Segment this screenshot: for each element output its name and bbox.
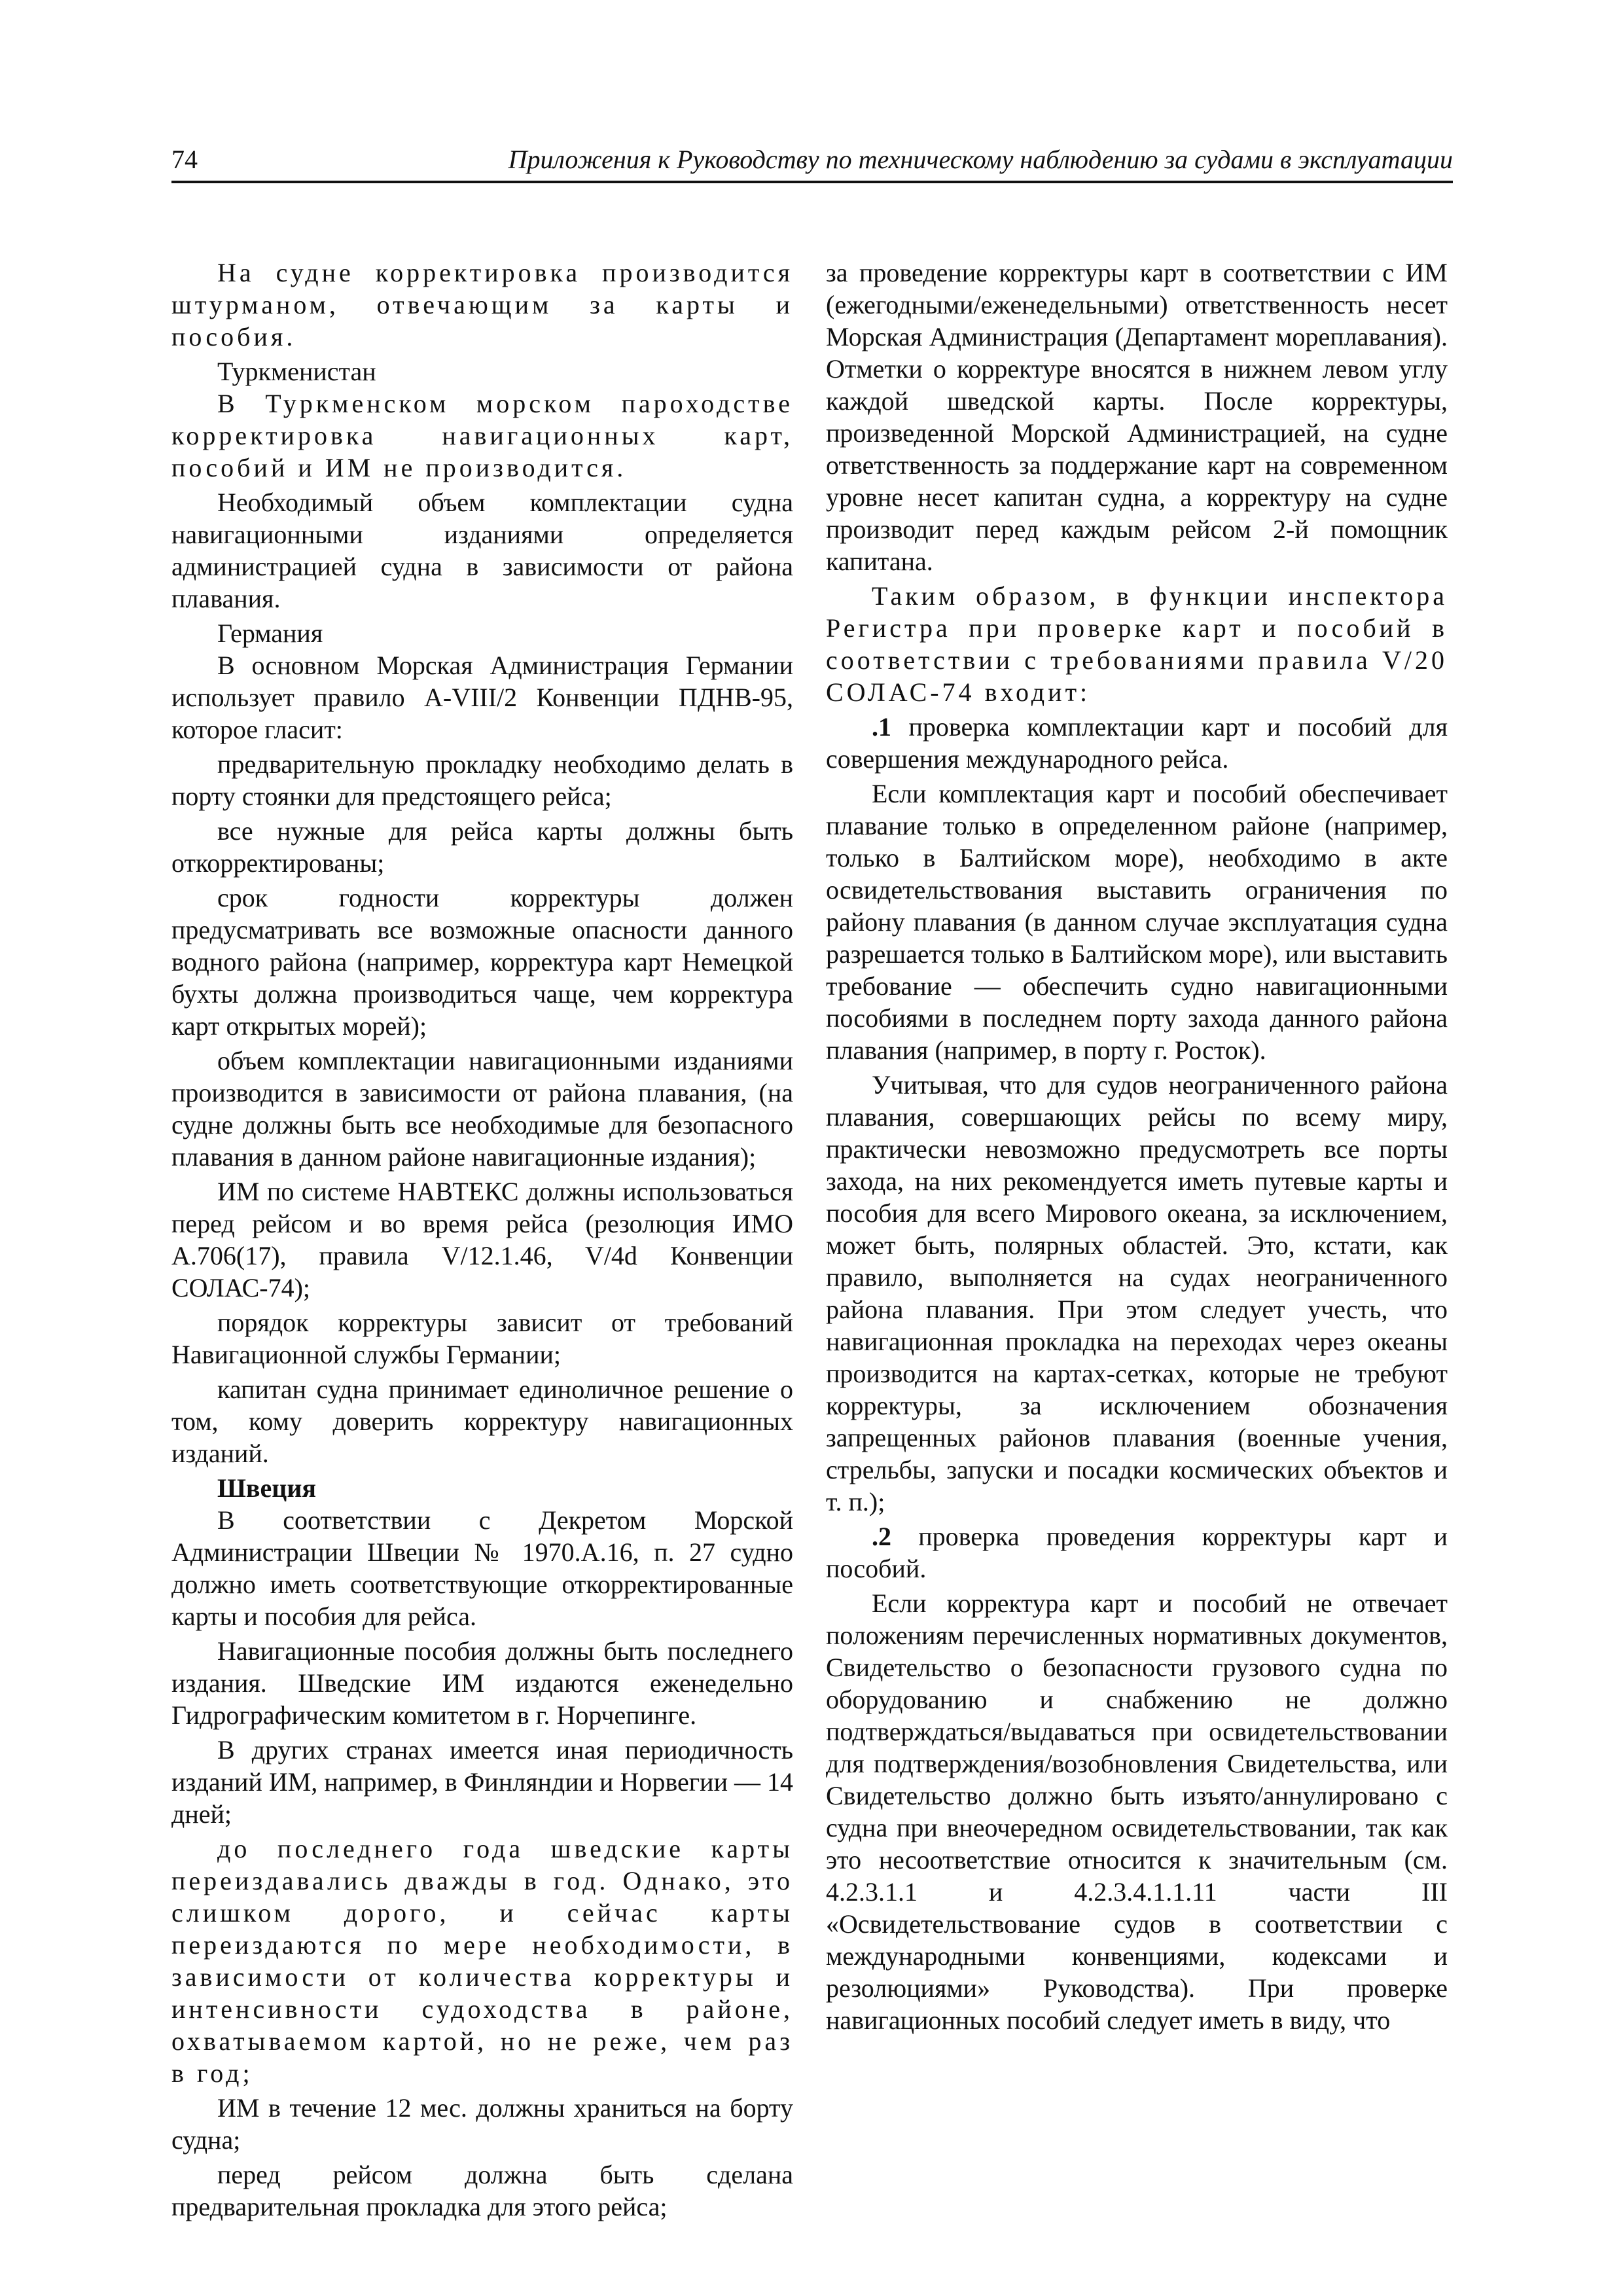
- list-item: до последнего года шведские карты переиздавались дважды в год. Однако, это слишком дорого, и сейчас карты переиздаются по мере необходимости, в зависимости от количества корректуры и интенсивности судоходства в районе, охватываемом картой, но не реже, чем раз в год;: [171, 1834, 793, 2088]
- list-item: срок годности корректуры должен предусматривать все возможные опасности данного водного района (например, корректура карт Немецкой бухты должна производиться чаще, чем корректура карт открытых морей);: [171, 883, 793, 1041]
- list-item: ИМ в течение 12 мес. должны храниться на борту судна;: [171, 2093, 793, 2155]
- item-text: проверка комплектации карт и пособий для совершения международного рейса.: [826, 712, 1448, 774]
- paragraph: В основном Морская Администрация Германии использует правило А-VIII/2 Конвенции ПДНВ-95, которое гласит:: [171, 651, 793, 744]
- left-column: [171, 257, 793, 2225]
- numbered-item-1: [826, 711, 1448, 775]
- running-title: Приложения к Руководству по техническому наблюдению за судами в эксплуатации: [508, 145, 1453, 174]
- list-item: капитан судна принимает единоличное решение о том, кому доверить корректуру навигационных изданий.: [171, 1374, 793, 1468]
- paragraph: Необходимый объем комплектации судна навигационными изданиями определяется администрацией судна в зависимости от района плавания.: [171, 488, 793, 613]
- paragraph: Если корректура карт и пособий не отвечает положениям перечисленных нормативных документов, Свидетельство о безопасности грузового судна по оборудованию и снабжению не должно подтверждаться/выдаваться при освидетельствовании для подтверждения/возобновления Свидетельства, или Свидетельство должно быть изъято/аннулировано с судна при внеочередном освидетельствовании, так как это несоответствие относится к значительным (см. 4.2.3.1.1 и 4.2.3.4.1.1.11 части III «Освидетельствование судов в соответствии с международными конвенциями, кодексами и резолюциями» Руководства). При проверке навигационных пособий следует иметь в виду, что: [826, 1588, 1448, 2035]
- list-item: все нужные для рейса карты должны быть откорректированы;: [171, 816, 793, 878]
- list-item: В других странах имеется иная периодичность изданий ИМ, например, в Финляндии и Норвегии — 14 дней;: [171, 1735, 793, 1829]
- list-item: объем комплектации навигационными изданиями производится в зависимости от района плавания, (на судне должны быть все необходимые для безопасного плавания в данном районе навигационные издания);: [171, 1046, 793, 1172]
- right-column: [826, 257, 1448, 2039]
- paragraph: В соответствии с Декретом Морской Администрации Швеции № 1970.A.16, п. 27 судно должно иметь соответствующие откорректированные карты и пособия для рейса.: [171, 1505, 793, 1631]
- section-heading-germany: Германия: [217, 619, 323, 648]
- section-heading-sweden: Швеция: [217, 1473, 317, 1503]
- page-header: [171, 140, 1453, 183]
- list-item: порядок корректуры зависит от требований Навигационной службы Германии;: [171, 1308, 793, 1369]
- item-number: .1: [872, 712, 891, 742]
- paragraph: Навигационные пособия должны быть последнего издания. Шведские ИМ издаются еженедельно Гидрографическим комитетом в г. Норчепинге.: [171, 1636, 793, 1730]
- section-heading-turkmenistan: Туркменистан: [217, 357, 376, 386]
- paragraph: В Туркменском морском пароходстве корректировка навигационных карт, пособий и ИМ не производится.: [171, 389, 793, 482]
- item-number: .2: [872, 1522, 891, 1551]
- item-text: проверка проведения корректуры карт и пособий.: [826, 1522, 1448, 1583]
- list-item: перед рейсом должна быть сделана предварительная прокладка для этого рейса;: [171, 2160, 793, 2221]
- page-number: 74: [171, 145, 198, 174]
- numbered-item-2: [826, 1520, 1448, 1585]
- paragraph: На судне корректировка производится штурманом, отвечающим за карты и пособия.: [171, 258, 793, 351]
- paragraph: Учитывая, что для судов неограниченного района плавания, совершающих рейсы по всему миру, практически невозможно предусмотреть все порты захода, на них рекомендуется иметь путевые карты и пособия для всего Мирового океана, за исключением, может быть, полярных областей. Это, кстати, как правило, выполняется на судах неограниченного района плавания. При этом следует учесть, что навигационная прокладка на переходах через океаны производится на картах-сетках, которые не требуют корректуры, за исключением обозначения запрещенных районов плавания (военные учения, стрельбы, запуски и посадки космических объектов и т. п.);: [826, 1070, 1448, 1516]
- paragraph: Если комплектация карт и пособий обеспечивает плавание только в определенном районе (например, только в Балтийском море), необходимо в акте освидетельствования выставить ограничения по району плавания (в данном случае эксплуатация судна разрешается только в Балтийском море), или выставить требование — обеспечить судно навигационными пособиями в последнем порту захода данного района плавания (например, в порту г. Росток).: [826, 779, 1448, 1065]
- list-item: предварительную прокладку необходимо делать в порту стоянки для предстоящего рейса;: [171, 749, 793, 811]
- paragraph: за проведение корректуры карт в соответствии с ИМ (ежегодными/еженедельными) ответственность несет Морская Администрация (Департамент мореплавания). Отметки о корректуре вносятся в нижнем левом углу каждой шведской карты. После корректуры, произведенной Морской Администрацией, на судне ответственность за поддержание карт на современном уровне несет капитан судна, а корректуру на судне производит перед каждым рейсом 2-й помощник капитана.: [826, 258, 1448, 576]
- paragraph: Таким образом, в функции инспектора Регистра при проверке карт и пособий в соответствии с требованиями правила V/20 СОЛАС-74 входит:: [826, 581, 1448, 707]
- list-item: ИМ по системе НАВТЕКС должны использоваться перед рейсом и во время рейса (резолюция ИМО А.706(17), правила V/12.1.46, V/4d Конвенции СОЛАС-74);: [171, 1177, 793, 1302]
